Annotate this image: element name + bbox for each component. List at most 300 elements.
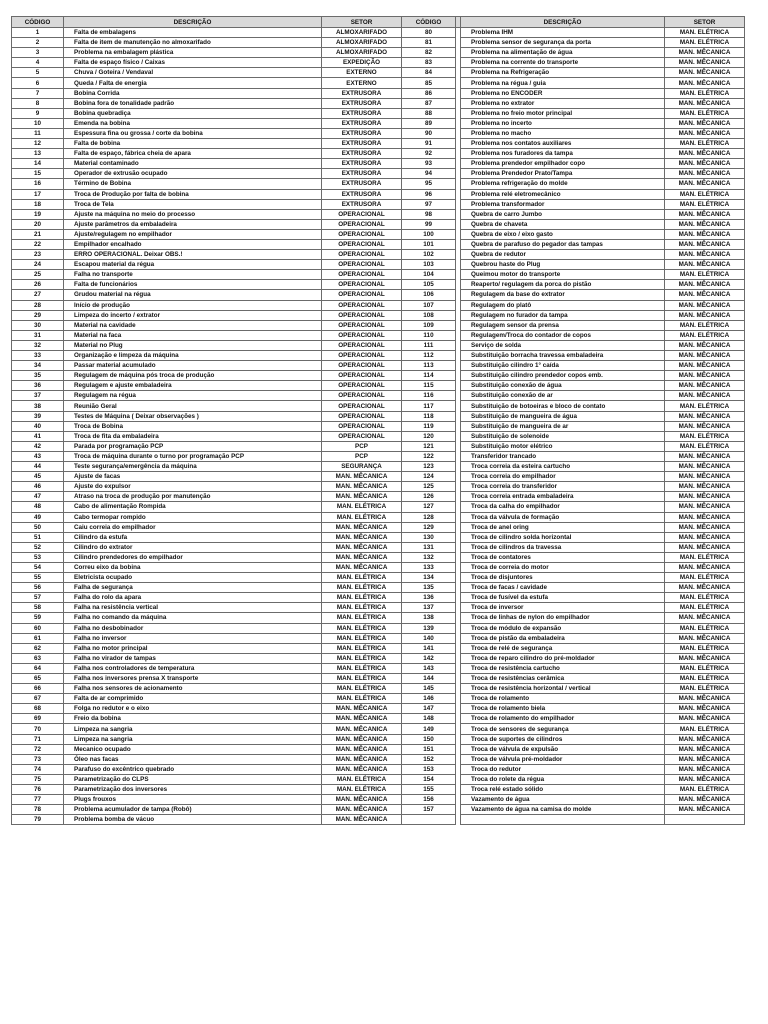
description-cell: Cilindro do extrator bbox=[64, 542, 322, 552]
sector-cell: MAN. ELÉTRICA bbox=[665, 684, 745, 694]
table-row bbox=[12, 522, 745, 532]
table-row bbox=[12, 431, 745, 441]
sector-cell: MAN. ELÉTRICA bbox=[322, 623, 402, 633]
code-cell: 146 bbox=[402, 694, 456, 704]
code-cell: 141 bbox=[402, 643, 456, 653]
code-cell: 33 bbox=[12, 351, 64, 361]
sector-cell: MAN. MÊCANICA bbox=[665, 280, 745, 290]
sector-cell: MAN. MÊCANICA bbox=[322, 734, 402, 744]
sector-cell: MAN. MÊCANICA bbox=[665, 351, 745, 361]
code-cell: 55 bbox=[12, 573, 64, 583]
code-cell: 157 bbox=[402, 805, 456, 815]
sector-cell: MAN. ELÉTRICA bbox=[665, 674, 745, 684]
description-cell: Quebrou haste do Plug bbox=[461, 260, 665, 270]
description-cell: Organização e limpeza da máquina bbox=[64, 351, 322, 361]
code-cell: 51 bbox=[12, 532, 64, 542]
code-cell: 19 bbox=[12, 209, 64, 219]
sector-cell: MAN. MÊCANICA bbox=[665, 421, 745, 431]
sector-cell: MAN. ELÉTRICA bbox=[665, 593, 745, 603]
description-cell: Ajuste na máquina no meio do processo bbox=[64, 209, 322, 219]
description-cell: Problema relé eletromecânico bbox=[461, 189, 665, 199]
table-row bbox=[12, 149, 745, 159]
code-cell: 134 bbox=[402, 573, 456, 583]
description-cell: Caiu correia do empilhador bbox=[64, 522, 322, 532]
description-cell: Substituição borracha travessa embaladeira bbox=[461, 351, 665, 361]
sector-cell: OPERACIONAL bbox=[322, 411, 402, 421]
description-cell: Troca de resistência horizontal / vertical bbox=[461, 684, 665, 694]
sector-cell: EXTRUSORA bbox=[322, 139, 402, 149]
description-cell: Falha do rolo da apara bbox=[64, 593, 322, 603]
description-cell: Falta de espaço, fábrica cheia de apara bbox=[64, 149, 322, 159]
code-cell: 140 bbox=[402, 633, 456, 643]
code-cell: 99 bbox=[402, 219, 456, 229]
description-cell: Troca correia do transferidor bbox=[461, 482, 665, 492]
header-code-left: CÓDIGO bbox=[12, 17, 64, 28]
description-cell: Problema no ENCODER bbox=[461, 88, 665, 98]
code-cell: 111 bbox=[402, 340, 456, 350]
description-cell: Falha no inversor bbox=[64, 633, 322, 643]
sector-cell: MAN. MÊCANICA bbox=[665, 583, 745, 593]
sector-cell: MAN. MÊCANICA bbox=[665, 239, 745, 249]
description-cell: Cabo termopar rompido bbox=[64, 512, 322, 522]
sector-cell: EXTRUSORA bbox=[322, 199, 402, 209]
description-cell: Troca de válvula pré-moldador bbox=[461, 754, 665, 764]
table-row bbox=[12, 623, 745, 633]
description-cell: Troca de fusível da estufa bbox=[461, 593, 665, 603]
sector-cell: MAN. ELÉTRICA bbox=[665, 785, 745, 795]
description-cell: Problema no extrator bbox=[461, 98, 665, 108]
code-cell: 24 bbox=[12, 260, 64, 270]
description-cell: Regulagem no furador da tampa bbox=[461, 310, 665, 320]
code-cell: 28 bbox=[12, 300, 64, 310]
table-row bbox=[12, 159, 745, 169]
code-cell: 132 bbox=[402, 552, 456, 562]
description-cell: Problema na alimentação de água bbox=[461, 48, 665, 58]
table-row bbox=[12, 88, 745, 98]
sector-cell: OPERACIONAL bbox=[322, 340, 402, 350]
description-cell: Falha na resistência vertical bbox=[64, 603, 322, 613]
table-row bbox=[12, 401, 745, 411]
table-row bbox=[12, 421, 745, 431]
description-cell: Espessura fina ou grossa / corte da bobina bbox=[64, 128, 322, 138]
code-cell: 56 bbox=[12, 583, 64, 593]
description-cell: Troca de resistência cartucho bbox=[461, 663, 665, 673]
sector-cell: MAN. ELÉTRICA bbox=[665, 603, 745, 613]
code-cell: 52 bbox=[12, 542, 64, 552]
code-cell: 73 bbox=[12, 754, 64, 764]
code-cell: 104 bbox=[402, 270, 456, 280]
table-row bbox=[12, 169, 745, 179]
description-cell: Regulagem e ajuste embaladeira bbox=[64, 381, 322, 391]
description-cell: Término de Bobina bbox=[64, 179, 322, 189]
code-cell: 89 bbox=[402, 118, 456, 128]
description-cell: Bobina Corrida bbox=[64, 88, 322, 98]
sector-cell: MAN. MÊCANICA bbox=[665, 472, 745, 482]
table-row bbox=[12, 674, 745, 684]
table-row bbox=[12, 462, 745, 472]
description-cell: Material na cavidade bbox=[64, 320, 322, 330]
sector-cell: MAN. ELÉTRICA bbox=[665, 88, 745, 98]
sector-cell: SEGURANÇA bbox=[322, 462, 402, 472]
code-cell: 32 bbox=[12, 340, 64, 350]
description-cell: Testes de Máquina ( Deixar observações ) bbox=[64, 411, 322, 421]
sector-cell: EXTRUSORA bbox=[322, 108, 402, 118]
code-cell: 155 bbox=[402, 785, 456, 795]
sector-cell: MAN. MÊCANICA bbox=[665, 250, 745, 260]
code-cell: 22 bbox=[12, 239, 64, 249]
table-row bbox=[12, 795, 745, 805]
description-cell: Regulagem sensor da prensa bbox=[461, 320, 665, 330]
code-cell: 39 bbox=[12, 411, 64, 421]
table-row bbox=[12, 139, 745, 149]
code-cell: 10 bbox=[12, 118, 64, 128]
sector-cell: EXPEDIÇÃO bbox=[322, 58, 402, 68]
table-row bbox=[12, 78, 745, 88]
code-cell: 67 bbox=[12, 694, 64, 704]
sector-cell: EXTRUSORA bbox=[322, 189, 402, 199]
sector-cell: MAN. MÊCANICA bbox=[665, 169, 745, 179]
code-cell: 119 bbox=[402, 421, 456, 431]
code-cell: 31 bbox=[12, 330, 64, 340]
code-cell: 46 bbox=[12, 482, 64, 492]
sector-cell: MAN. ELÉTRICA bbox=[665, 623, 745, 633]
description-cell: Limpeza na sangria bbox=[64, 724, 322, 734]
table-row bbox=[12, 189, 745, 199]
code-cell: 100 bbox=[402, 229, 456, 239]
sector-cell: MAN. MÊCANICA bbox=[665, 361, 745, 371]
description-cell: Cabo de alimentação Rompida bbox=[64, 502, 322, 512]
code-cell: 54 bbox=[12, 562, 64, 572]
table-row bbox=[12, 391, 745, 401]
sector-cell: MAN. ELÉTRICA bbox=[322, 633, 402, 643]
code-cell: 20 bbox=[12, 219, 64, 229]
table-row bbox=[12, 714, 745, 724]
description-cell: Passar material acumulado bbox=[64, 361, 322, 371]
description-cell: Falha nos inversores prensa X transporte bbox=[64, 674, 322, 684]
description-cell: Regulagem/Troca do contador de copos bbox=[461, 330, 665, 340]
description-cell: Falha no motor principal bbox=[64, 643, 322, 653]
sector-cell: MAN. ELÉTRICA bbox=[665, 552, 745, 562]
sector-cell: MAN. MÊCANICA bbox=[665, 744, 745, 754]
code-cell: 145 bbox=[402, 684, 456, 694]
description-cell: ERRO OPERACIONAL. Deixar OBS.! bbox=[64, 250, 322, 260]
table-row bbox=[12, 330, 745, 340]
code-cell: 128 bbox=[402, 512, 456, 522]
sector-cell: MAN. ELÉTRICA bbox=[665, 38, 745, 48]
sector-cell: MAN. MÊCANICA bbox=[665, 381, 745, 391]
sector-cell: MAN. MÊCANICA bbox=[665, 542, 745, 552]
sector-cell: MAN. MÊCANICA bbox=[665, 68, 745, 78]
code-cell: 126 bbox=[402, 492, 456, 502]
description-cell: Problema refrigeração do molde bbox=[461, 179, 665, 189]
header-sector-left: SETOR bbox=[322, 17, 402, 28]
sector-cell: OPERACIONAL bbox=[322, 320, 402, 330]
code-cell: 131 bbox=[402, 542, 456, 552]
code-cell: 106 bbox=[402, 290, 456, 300]
description-cell: Troca de rolamento do empilhador bbox=[461, 714, 665, 724]
code-cell: 75 bbox=[12, 774, 64, 784]
sector-cell: MAN. ELÉTRICA bbox=[665, 108, 745, 118]
sector-cell: MAN. ELÉTRICA bbox=[322, 643, 402, 653]
sector-cell: OPERACIONAL bbox=[322, 280, 402, 290]
code-cell: 90 bbox=[402, 128, 456, 138]
code-cell: 120 bbox=[402, 431, 456, 441]
sector-cell bbox=[665, 815, 745, 825]
description-cell: Troca de Tela bbox=[64, 199, 322, 209]
table-row bbox=[12, 593, 745, 603]
sector-cell: OPERACIONAL bbox=[322, 401, 402, 411]
description-cell: Material no Plug bbox=[64, 340, 322, 350]
sector-cell: MAN. ELÉTRICA bbox=[322, 593, 402, 603]
sector-cell: MAN. MÊCANICA bbox=[665, 58, 745, 68]
sector-cell: EXTRUSORA bbox=[322, 169, 402, 179]
sector-cell: MAN. MÊCANICA bbox=[322, 542, 402, 552]
sector-cell: MAN. MÊCANICA bbox=[322, 562, 402, 572]
sector-cell: MAN. MÊCANICA bbox=[665, 290, 745, 300]
code-cell: 116 bbox=[402, 391, 456, 401]
sector-cell: MAN. ELÉTRICA bbox=[665, 573, 745, 583]
description-cell: Troca de módulo de expansão bbox=[461, 623, 665, 633]
description-cell: Troca da calha do empilhador bbox=[461, 502, 665, 512]
code-cell: 118 bbox=[402, 411, 456, 421]
sector-cell: MAN. MÊCANICA bbox=[322, 714, 402, 724]
sector-cell: OPERACIONAL bbox=[322, 310, 402, 320]
table-row bbox=[12, 229, 745, 239]
sector-cell: MAN. MÊCANICA bbox=[322, 482, 402, 492]
sector-cell: MAN. ELÉTRICA bbox=[322, 502, 402, 512]
code-cell: 41 bbox=[12, 431, 64, 441]
code-cell: 74 bbox=[12, 764, 64, 774]
code-cell: 117 bbox=[402, 401, 456, 411]
description-cell: Quebra de eixo / eixo gasto bbox=[461, 229, 665, 239]
code-cell: 17 bbox=[12, 189, 64, 199]
code-cell: 38 bbox=[12, 401, 64, 411]
description-cell: Troca relé estado sólido bbox=[461, 785, 665, 795]
code-cell: 124 bbox=[402, 472, 456, 482]
code-cell: 71 bbox=[12, 734, 64, 744]
sector-cell: MAN. MÊCANICA bbox=[665, 532, 745, 542]
sector-cell: OPERACIONAL bbox=[322, 239, 402, 249]
code-cell: 60 bbox=[12, 623, 64, 633]
code-cell: 129 bbox=[402, 522, 456, 532]
description-cell: Operador de extrusão ocupado bbox=[64, 169, 322, 179]
description-cell: Problema no incerto bbox=[461, 118, 665, 128]
sector-cell: MAN. MÊCANICA bbox=[665, 451, 745, 461]
code-cell: 44 bbox=[12, 462, 64, 472]
table-row bbox=[12, 512, 745, 522]
code-cell: 150 bbox=[402, 734, 456, 744]
sector-cell: EXTRUSORA bbox=[322, 98, 402, 108]
description-cell: Troca de facas / cavidade bbox=[461, 583, 665, 593]
description-cell: Regulagem na régua bbox=[64, 391, 322, 401]
code-cell: 94 bbox=[402, 169, 456, 179]
description-cell: Troca de cilindros da travessa bbox=[461, 542, 665, 552]
description-cell: Substituição de mangueira de água bbox=[461, 411, 665, 421]
sector-cell: MAN. ELÉTRICA bbox=[665, 270, 745, 280]
sector-cell: OPERACIONAL bbox=[322, 421, 402, 431]
description-cell: Falha no transporte bbox=[64, 270, 322, 280]
table-row bbox=[12, 613, 745, 623]
table-row bbox=[12, 633, 745, 643]
code-cell: 97 bbox=[402, 199, 456, 209]
sector-cell: MAN. ELÉTRICA bbox=[665, 663, 745, 673]
sector-cell: MAN. MÊCANICA bbox=[665, 310, 745, 320]
description-cell: Regulagem do platô bbox=[461, 300, 665, 310]
table-row bbox=[12, 28, 745, 38]
code-cell: 11 bbox=[12, 128, 64, 138]
description-cell: Problema nos contatos auxiliares bbox=[461, 139, 665, 149]
sector-cell: OPERACIONAL bbox=[322, 371, 402, 381]
code-cell: 5 bbox=[12, 68, 64, 78]
code-cell: 130 bbox=[402, 532, 456, 542]
table-row bbox=[12, 381, 745, 391]
description-cell: Troca de anel oring bbox=[461, 522, 665, 532]
sector-cell: MAN. ELÉTRICA bbox=[665, 189, 745, 199]
sector-cell: MAN. MÊCANICA bbox=[322, 805, 402, 815]
code-cell: 96 bbox=[402, 189, 456, 199]
table-row bbox=[12, 38, 745, 48]
sector-cell: OPERACIONAL bbox=[322, 351, 402, 361]
description-cell: Eletricista ocupado bbox=[64, 573, 322, 583]
sector-cell: MAN. MÊCANICA bbox=[665, 633, 745, 643]
code-cell: 113 bbox=[402, 361, 456, 371]
sector-cell: MAN. MÊCANICA bbox=[665, 229, 745, 239]
code-cell: 105 bbox=[402, 280, 456, 290]
table-row bbox=[12, 542, 745, 552]
description-cell: Substituição cilindro prendedor copos emb. bbox=[461, 371, 665, 381]
description-cell: Bobina fora de tonalidade padrão bbox=[64, 98, 322, 108]
table-row bbox=[12, 108, 745, 118]
code-cell: 35 bbox=[12, 371, 64, 381]
description-cell: Troca da válvula de formação bbox=[461, 512, 665, 522]
sector-cell: MAN. ELÉTRICA bbox=[322, 774, 402, 784]
description-cell: Problema transformador bbox=[461, 199, 665, 209]
sector-cell: MAN. ELÉTRICA bbox=[665, 320, 745, 330]
table-row bbox=[12, 532, 745, 542]
code-cell: 59 bbox=[12, 613, 64, 623]
sector-cell: MAN. MÊCANICA bbox=[665, 562, 745, 572]
description-cell: Troca correia do empilhador bbox=[461, 472, 665, 482]
sector-cell: MAN. MÊCANICA bbox=[665, 754, 745, 764]
description-cell: Escapou material da régua bbox=[64, 260, 322, 270]
sector-cell: MAN. MÊCANICA bbox=[665, 391, 745, 401]
sector-cell: MAN. ELÉTRICA bbox=[322, 583, 402, 593]
sector-cell: MAN. ELÉTRICA bbox=[322, 653, 402, 663]
code-cell: 143 bbox=[402, 663, 456, 673]
description-cell: Troca correia da esteira cartucho bbox=[461, 462, 665, 472]
code-cell: 16 bbox=[12, 179, 64, 189]
table-row bbox=[12, 552, 745, 562]
description-cell: Quebra de parafuso do pegador das tampas bbox=[461, 239, 665, 249]
description-cell: Substituição de botoeiras e bloco de contato bbox=[461, 401, 665, 411]
header-description-left: DESCRIÇÃO bbox=[64, 17, 322, 28]
sector-cell: MAN. ELÉTRICA bbox=[322, 694, 402, 704]
sector-cell: MAN. MÊCANICA bbox=[665, 704, 745, 714]
header-row bbox=[12, 17, 745, 28]
table-row bbox=[12, 179, 745, 189]
code-cell: 107 bbox=[402, 300, 456, 310]
code-cell: 40 bbox=[12, 421, 64, 431]
sector-cell: OPERACIONAL bbox=[322, 219, 402, 229]
sector-cell: MAN. MÊCANICA bbox=[322, 815, 402, 825]
description-cell: Regulagem da base do extrator bbox=[461, 290, 665, 300]
description-cell: Troca de reparo cilindro do pré-moldador bbox=[461, 653, 665, 663]
code-cell: 84 bbox=[402, 68, 456, 78]
code-cell: 123 bbox=[402, 462, 456, 472]
description-cell: Falha no desbobinador bbox=[64, 623, 322, 633]
table-row bbox=[12, 764, 745, 774]
description-cell: Troca de linhas de nylon do empilhador bbox=[461, 613, 665, 623]
sector-cell: MAN. MÊCANICA bbox=[665, 764, 745, 774]
code-cell: 149 bbox=[402, 724, 456, 734]
code-cell: 37 bbox=[12, 391, 64, 401]
sector-cell: MAN. MÊCANICA bbox=[322, 724, 402, 734]
description-cell: Falha nos controladores de temperatura bbox=[64, 663, 322, 673]
description-cell: Falha no virador de tampas bbox=[64, 653, 322, 663]
description-cell: Falta de espaço físico / Caixas bbox=[64, 58, 322, 68]
code-cell: 127 bbox=[402, 502, 456, 512]
sector-cell: MAN. MÊCANICA bbox=[665, 462, 745, 472]
sector-cell: ALMOXARIFADO bbox=[322, 28, 402, 38]
description-cell: Parametrização do CLPS bbox=[64, 774, 322, 784]
table-row bbox=[12, 411, 745, 421]
code-cell: 91 bbox=[402, 139, 456, 149]
sector-cell: MAN. MÊCANICA bbox=[665, 613, 745, 623]
description-cell: Óleo nas facas bbox=[64, 754, 322, 764]
table-row bbox=[12, 805, 745, 815]
table-row bbox=[12, 643, 745, 653]
header-sector-right: SETOR bbox=[665, 17, 745, 28]
table-row bbox=[12, 774, 745, 784]
sector-cell: MAN. ELÉTRICA bbox=[322, 785, 402, 795]
code-cell: 115 bbox=[402, 381, 456, 391]
code-cell: 114 bbox=[402, 371, 456, 381]
code-cell: 25 bbox=[12, 270, 64, 280]
sector-cell: MAN. MÊCANICA bbox=[665, 734, 745, 744]
sector-cell: MAN. MÊCANICA bbox=[665, 512, 745, 522]
description-cell: Chuva / Goteira / Vendaval bbox=[64, 68, 322, 78]
code-cell: 6 bbox=[12, 78, 64, 88]
code-cell: 26 bbox=[12, 280, 64, 290]
code-cell: 81 bbox=[402, 38, 456, 48]
header-description-right: DESCRIÇÃO bbox=[461, 17, 665, 28]
description-cell: Problema IHM bbox=[461, 28, 665, 38]
code-cell: 58 bbox=[12, 603, 64, 613]
code-cell: 47 bbox=[12, 492, 64, 502]
description-cell: Falta de item de manutenção no almoxarifado bbox=[64, 38, 322, 48]
sector-cell: MAN. MÊCANICA bbox=[665, 159, 745, 169]
code-cell: 7 bbox=[12, 88, 64, 98]
description-cell: Substituição conexão de água bbox=[461, 381, 665, 391]
downtime-codes-table bbox=[11, 16, 745, 825]
table-row bbox=[12, 815, 745, 825]
sector-cell: MAN. MÊCANICA bbox=[665, 795, 745, 805]
code-cell: 154 bbox=[402, 774, 456, 784]
description-cell: Limpeza na sangria bbox=[64, 734, 322, 744]
description-cell: Limpeza do incerto / extrator bbox=[64, 310, 322, 320]
table-row bbox=[12, 441, 745, 451]
table-row bbox=[12, 300, 745, 310]
table-row bbox=[12, 250, 745, 260]
description-cell: Transferidor trancado bbox=[461, 451, 665, 461]
sector-cell: MAN. ELÉTRICA bbox=[665, 401, 745, 411]
description-cell: Problema Prendedor Prato/Tampa bbox=[461, 169, 665, 179]
description-cell: Troca de pistão da embaladeira bbox=[461, 633, 665, 643]
sector-cell: EXTRUSORA bbox=[322, 118, 402, 128]
table-row bbox=[12, 603, 745, 613]
sector-cell: MAN. ELÉTRICA bbox=[665, 330, 745, 340]
description-cell: Troca de fita da embaladeira bbox=[64, 431, 322, 441]
